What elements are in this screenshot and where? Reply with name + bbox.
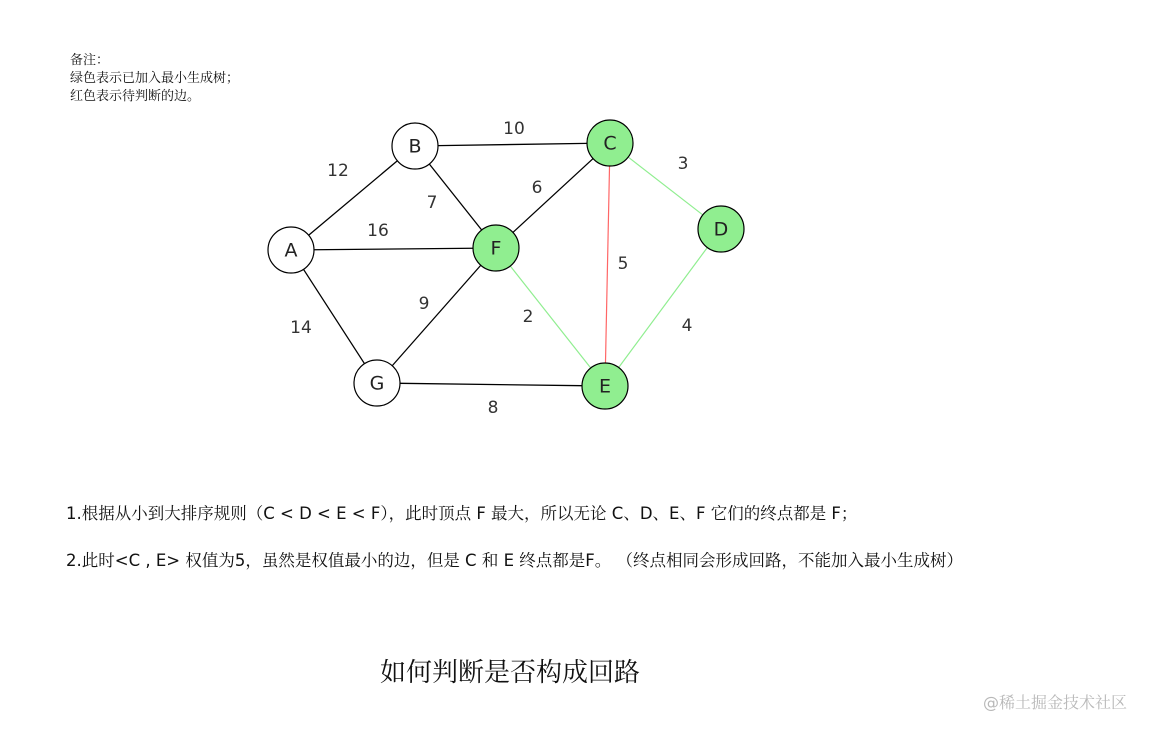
edge-weight-g-e: 8 (487, 398, 499, 418)
edge-g-e (400, 383, 582, 385)
edge-c-d (628, 157, 703, 215)
edge-f-g (392, 265, 481, 365)
edge-a-g (303, 269, 364, 363)
node-label-e: E (598, 375, 612, 398)
section-heading: 如何判断是否构成回路 (380, 658, 641, 688)
note-green-meaning: 绿色表示已加入最小生成树； (70, 71, 240, 86)
edge-weight-d-e: 4 (681, 316, 693, 336)
edge-d-e (619, 247, 708, 367)
edge-weight-f-g: 9 (418, 294, 430, 314)
edge-weight-b-f: 7 (426, 193, 438, 213)
node-label-b: B (408, 135, 422, 158)
node-label-f: F (490, 237, 502, 260)
note-title: 备注： (70, 53, 110, 68)
edge-weight-c-d: 3 (677, 154, 689, 174)
edge-a-f (314, 248, 473, 250)
node-label-g: G (369, 372, 385, 395)
edge-b-c (438, 143, 587, 145)
edge-f-c (513, 159, 593, 233)
edge-weight-b-c: 10 (503, 119, 525, 139)
explanation-paragraph-1: 1.根据从小到大排序规则（C < D < E < F），此时顶点 F 最大，所以无论 C、D、E、F 它们的终点都是 F； (66, 504, 858, 523)
edge-weight-a-f: 16 (367, 221, 389, 241)
edge-weight-a-b: 12 (327, 161, 349, 181)
edge-weight-f-e: 2 (522, 307, 534, 327)
node-label-a: A (284, 239, 298, 262)
edge-c-e (605, 166, 609, 363)
node-label-c: C (603, 132, 617, 155)
edge-weight-c-e: 5 (617, 254, 629, 274)
watermark: @稀土掘金技术社区 (982, 693, 1127, 712)
node-label-d: D (713, 218, 729, 241)
edge-weight-f-c: 6 (531, 178, 543, 198)
explanation-paragraph-2: 2.此时<C , E> 权值为5，虽然是权值最小的边，但是 C 和 E 终点都是F。 （终点相同会形成回路，不能加入最小生成树） (66, 551, 963, 570)
edge-weight-a-g: 14 (290, 318, 312, 338)
note-red-meaning: 红色表示待判断的边。 (70, 89, 201, 104)
